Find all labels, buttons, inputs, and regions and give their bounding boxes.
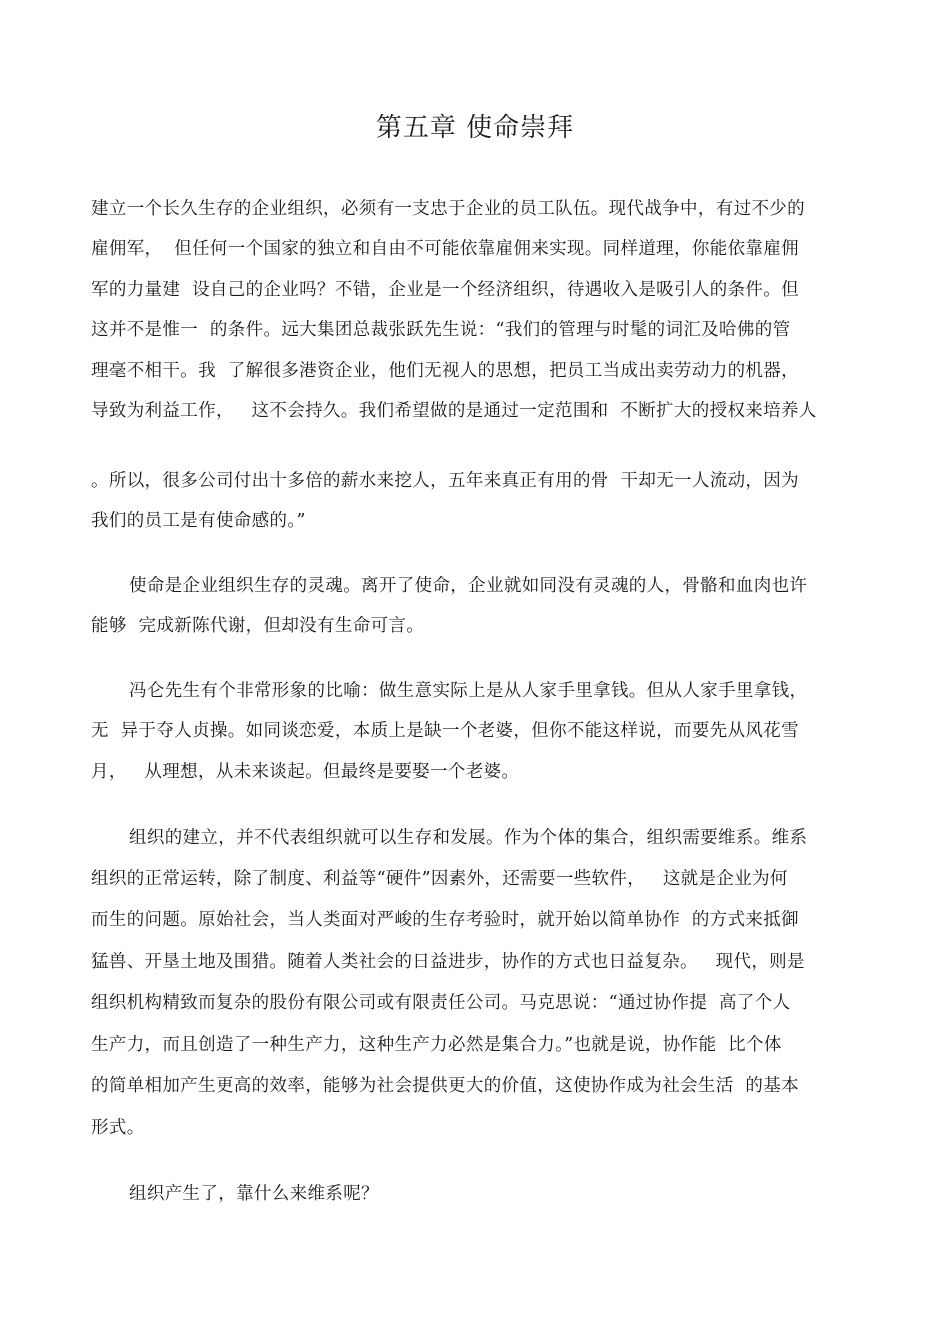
paragraph-2-line-1: 。所以，很多公司付出十多倍的薪水来挖人，五年来真正有用的骨 干却无一人流动，因为 <box>91 471 799 491</box>
paragraph-1-line-2: 雇佣军， 但任何一个国家的独立和自由不可能依靠雇佣来实现。同样道理，你能依靠雇佣 <box>91 239 799 259</box>
paragraph-5-line-2: 组织的正常运转，除了制度、利益等“硬件”因素外，还需要一些软件， 这就是企业为何 <box>91 869 788 889</box>
paragraph-5-line-8: 形式。 <box>91 1118 145 1138</box>
paragraph-4-line-1: 冯仑先生有个非常形象的比喻：做生意实际上是从人家手里拿钱。但从人家手里拿钱， <box>129 681 808 701</box>
paragraph-2-line-2: 我们的员工是有使命感的。” <box>91 511 306 531</box>
paragraph-5-line-5: 组织机构精致而复杂的股份有限公司或有限责任公司。马克思说：“通过协作提 高了个人 <box>91 993 791 1013</box>
paragraph-1-line-3: 军的力量建 设自己的企业吗？不错，企业是一个经济组织，待遇收入是吸引人的条件。但 <box>91 280 799 300</box>
paragraph-1-line-4: 这并不是惟一 的条件。远大集团总裁张跃先生说：“我们的管理与时髦的词汇及哈佛的管 <box>91 320 791 340</box>
paragraph-5-line-6: 生产力，而且创造了一种生产力，这种生产力必然是集合力。”也就是说，协作能 比个体 <box>91 1035 782 1055</box>
paragraph-5-line-3: 而生的问题。原始社会，当人类面对严峻的生存考验时，就开始以简单协作 的方式来抵御 <box>91 910 799 930</box>
paragraph-5-line-7: 的简单相加产生更高的效率，能够为社会提供更大的价值，这使协作成为社会生活 的基本 <box>91 1076 799 1096</box>
paragraph-4-line-3: 月， 从理想，从未来谈起。但最终是要娶一个老婆。 <box>91 762 520 782</box>
paragraph-1-line-6: 导致为利益工作， 这不会持久。我们希望做的是通过一定范围和 不断扩大的授权来培养人 <box>91 401 817 421</box>
paragraph-6-line-1: 组织产生了，靠什么来维系呢？ <box>129 1184 379 1204</box>
paragraph-1-line-5: 理毫不相干。我 了解很多港资企业，他们无视人的思想，把员工当成出卖劳动力的机器， <box>91 361 799 381</box>
paragraph-4-line-2: 无 异于夺人贞操。如同谈恋爱，本质上是缺一个老婆，但你不能这样说，而要先从风花雪 <box>91 721 799 741</box>
paragraph-5-line-4: 猛兽、开垦土地及围猎。随着人类社会的日益进步，协作的方式也日益复杂。 现代，则是 <box>91 952 805 972</box>
paragraph-1-line-1: 建立一个长久生存的企业组织，必须有一支忠于企业的员工队伍。现代战争中，有过不少的 <box>91 199 805 219</box>
paragraph-3-line-2: 能够 完成新陈代谢，但却没有生命可言。 <box>91 616 425 636</box>
chapter-title: 第五章 使命崇拜 <box>375 113 575 143</box>
paragraph-5-line-1: 组织的建立，并不代表组织就可以生存和发展。作为个体的集合，组织需要维系。维系 <box>129 828 808 848</box>
paragraph-3-line-1: 使命是企业组织生存的灵魂。离开了使命，企业就如同没有灵魂的人，骨骼和血肉也许 <box>129 576 808 596</box>
